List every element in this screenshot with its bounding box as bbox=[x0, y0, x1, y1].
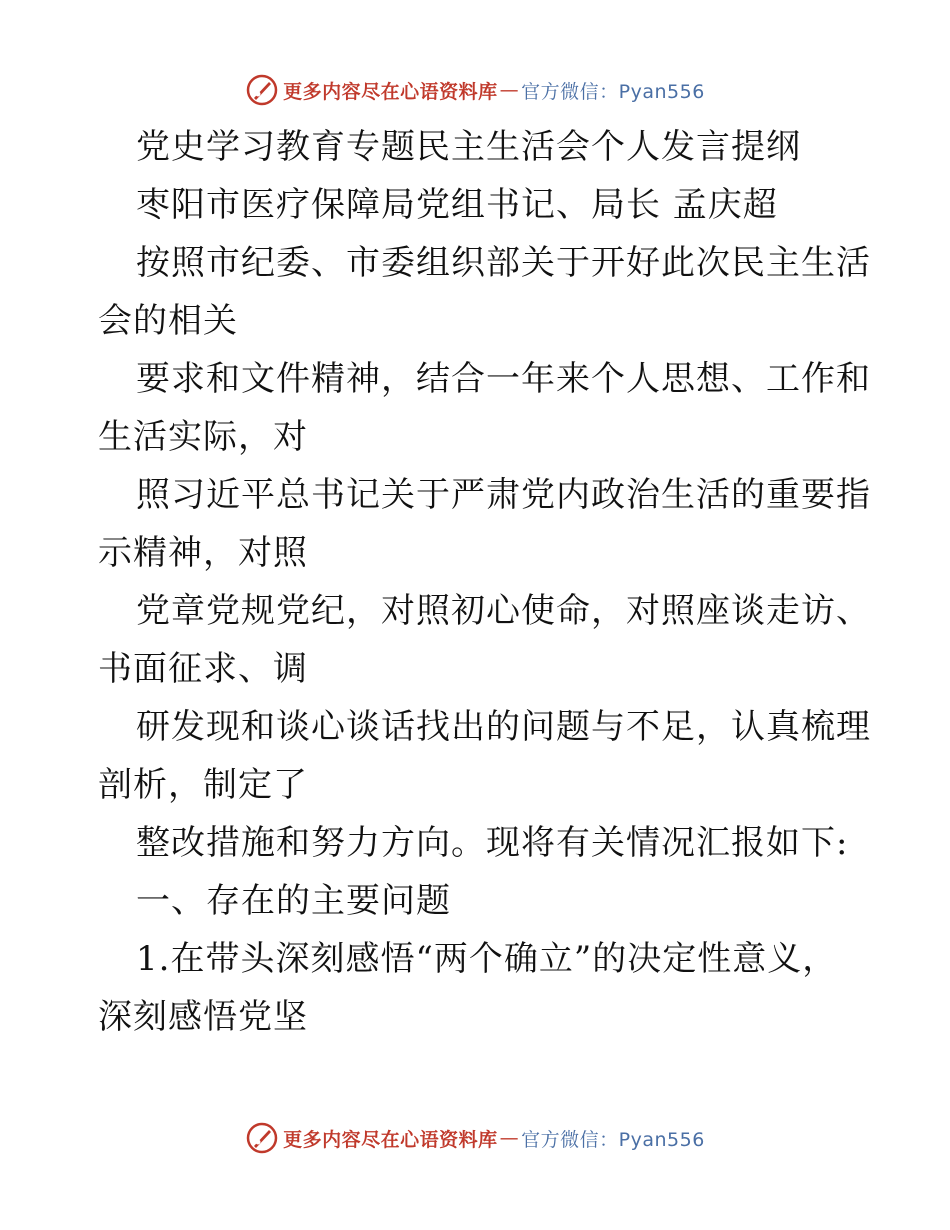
text-line: 会的相关 bbox=[98, 301, 238, 341]
text-line: 整改措施和努力方向。现将有关情况汇报如下: bbox=[136, 823, 849, 863]
text-line: 照习近平总书记关于严肃党内政治生活的重要指 bbox=[136, 475, 871, 515]
text-line: 深刻感悟党坚 bbox=[98, 997, 308, 1037]
quill-logo-icon bbox=[245, 73, 279, 107]
document-body bbox=[98, 118, 871, 1046]
text-line: 党史学习教育专题民主生活会个人发言提纲 bbox=[136, 127, 801, 167]
text-line: 党章党规党纪，对照初心使命，对照座谈走访、 bbox=[136, 591, 871, 631]
text-line: 1.在带头深刻感悟“两个确立”的决定性意义， bbox=[136, 939, 838, 979]
text-line: 要求和文件精神，结合一年来个人思想、工作和 bbox=[136, 359, 871, 399]
text-line: 生活实际，对 bbox=[98, 417, 308, 457]
banner-blue-text: 官方微信：Pyan556 bbox=[521, 80, 705, 103]
header-banner bbox=[0, 70, 950, 110]
text-line: 研发现和谈心谈话找出的问题与不足，认真梳理 bbox=[136, 707, 871, 747]
banner-blue-text: 官方微信：Pyan556 bbox=[521, 1128, 705, 1151]
footer-banner bbox=[0, 1118, 950, 1158]
text-line: 按照市纪委、市委组织部关于开好此次民主生活 bbox=[136, 243, 871, 283]
text-line: 书面征求、调 bbox=[98, 649, 308, 689]
text-line: 枣阳市医疗保障局党组书记、局长 孟庆超 bbox=[136, 185, 778, 225]
banner-dash: — bbox=[499, 1127, 520, 1149]
section-heading: 一、存在的主要问题 bbox=[136, 881, 451, 921]
text-line: 剖析，制定了 bbox=[98, 765, 308, 805]
quill-logo-icon bbox=[245, 1121, 279, 1155]
banner-red-text: 更多内容尽在心语资料库 bbox=[283, 1128, 498, 1151]
banner-dash: — bbox=[499, 79, 520, 101]
text-line: 示精神，对照 bbox=[98, 533, 308, 573]
banner-red-text: 更多内容尽在心语资料库 bbox=[283, 80, 498, 103]
